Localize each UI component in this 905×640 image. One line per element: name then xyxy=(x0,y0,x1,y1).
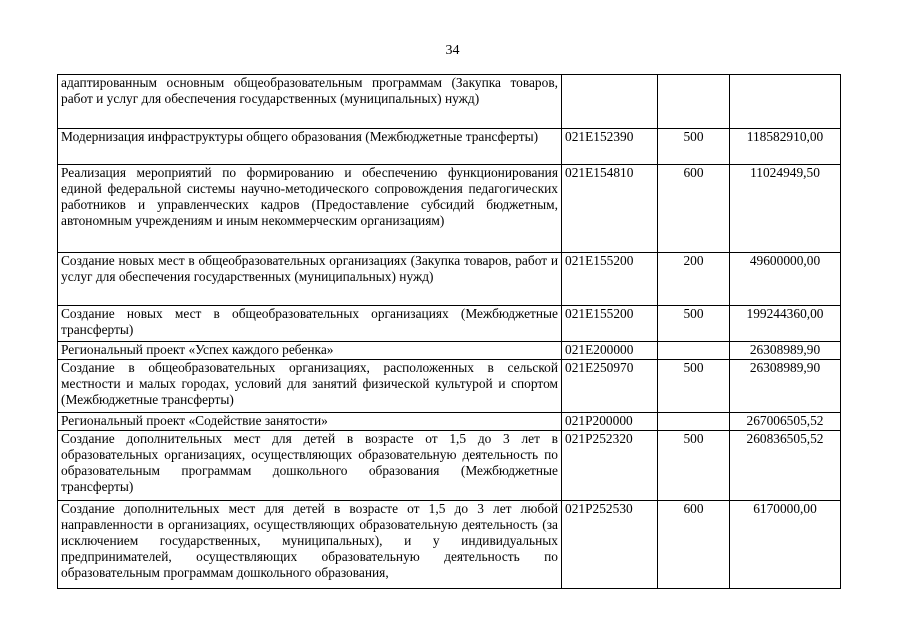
amount: 6170000,00 xyxy=(730,501,841,589)
expense-group: 600 xyxy=(658,501,730,589)
table-row xyxy=(58,75,841,129)
table-row xyxy=(58,501,841,589)
item-name: Региональный проект «Успех каждого ребенка» xyxy=(58,342,562,360)
amount: 26308989,90 xyxy=(730,360,841,413)
target-code: 021E152390 xyxy=(562,129,658,165)
target-code: 021E154810 xyxy=(562,165,658,253)
expense-group: 500 xyxy=(658,129,730,165)
item-name: адаптированным основным общеобразовательным программам (Закупка товаров, работ и услуг для обеспечения государственных (муниципальных) нужд) xyxy=(58,75,562,129)
amount: 26308989,90 xyxy=(730,342,841,360)
page-number: 34 xyxy=(445,43,460,58)
expense-group xyxy=(658,342,730,360)
item-name: Создание дополнительных мест для детей в возрасте от 1,5 до 3 лет в образовательных организациях, осуществляющих образовательную деятельность по образовательным программам дошкольного образования (Межбюджетные трансферты) xyxy=(58,431,562,501)
target-code xyxy=(562,75,658,129)
table-row xyxy=(58,342,841,360)
item-name: Региональный проект «Содействие занятости» xyxy=(58,413,562,431)
budget-table xyxy=(57,74,841,589)
amount: 11024949,50 xyxy=(730,165,841,253)
amount xyxy=(730,75,841,129)
table-row xyxy=(58,431,841,501)
expense-group: 500 xyxy=(658,360,730,413)
item-name: Создание дополнительных мест для детей в возрасте от 1,5 до 3 лет любой направленности в организациях, осуществляющих образовательную деятельность (за исключением государственных, муниципальных), и у индивидуальных предпринимателей, осуществляющих образовательную деятельность по образовательным программам дошкольного образования, xyxy=(58,501,562,589)
expense-group: 500 xyxy=(658,306,730,342)
expense-group: 200 xyxy=(658,253,730,306)
table-row xyxy=(58,360,841,413)
amount: 49600000,00 xyxy=(730,253,841,306)
amount: 260836505,52 xyxy=(730,431,841,501)
amount: 267006505,52 xyxy=(730,413,841,431)
expense-group: 500 xyxy=(658,431,730,501)
target-code: 021P200000 xyxy=(562,413,658,431)
item-name: Модернизация инфраструктуры общего образования (Межбюджетные трансферты) xyxy=(58,129,562,165)
target-code: 021E155200 xyxy=(562,306,658,342)
expense-group: 600 xyxy=(658,165,730,253)
table-row xyxy=(58,129,841,165)
item-name: Создание в общеобразовательных организациях, расположенных в сельской местности и малых городах, условий для занятий физической культурой и спортом (Межбюджетные трансферты) xyxy=(58,360,562,413)
item-name: Создание новых мест в общеобразовательных организациях (Межбюджетные трансферты) xyxy=(58,306,562,342)
target-code: 021E155200 xyxy=(562,253,658,306)
expense-group xyxy=(658,413,730,431)
amount: 199244360,00 xyxy=(730,306,841,342)
target-code: 021P252320 xyxy=(562,431,658,501)
item-name: Реализация мероприятий по формированию и обеспечению функционирования единой федеральной системы научно-методического сопровождения педагогических работников и управленческих кадров (Предоставление субсидий бюджетным, автономным учреждениям и иным некоммерческим организациям) xyxy=(58,165,562,253)
target-code: 021E200000 xyxy=(562,342,658,360)
table-row xyxy=(58,253,841,306)
expense-group xyxy=(658,75,730,129)
amount: 118582910,00 xyxy=(730,129,841,165)
target-code: 021E250970 xyxy=(562,360,658,413)
target-code: 021P252530 xyxy=(562,501,658,589)
table-row xyxy=(58,306,841,342)
table-row xyxy=(58,165,841,253)
table-row xyxy=(58,413,841,431)
item-name: Создание новых мест в общеобразовательных организациях (Закупка товаров, работ и услуг для обеспечения государственных (муниципальных) нужд) xyxy=(58,253,562,306)
